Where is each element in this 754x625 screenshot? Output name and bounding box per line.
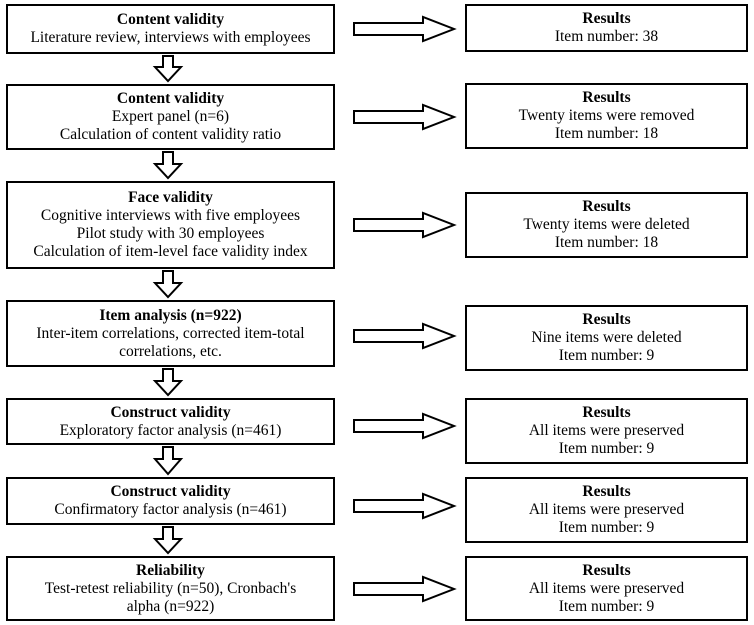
result-box-7-title: Results xyxy=(582,561,631,579)
step-box-4-title: Item analysis (n=922) xyxy=(99,306,242,324)
result-box-2-line: Item number: 18 xyxy=(554,125,659,142)
result-box-5-line: All items were preserved xyxy=(528,422,685,439)
result-box-5 xyxy=(465,398,748,464)
step-box-4-line: Inter-item correlations, corrected item-total xyxy=(36,324,305,342)
right-arrow-icon xyxy=(354,17,454,41)
result-box-6-line: Item number: 9 xyxy=(558,519,655,536)
step-box-5-title: Construct validity xyxy=(110,403,231,421)
right-arrow-icon xyxy=(354,324,454,348)
result-box-3-line: Twenty items were deleted xyxy=(523,216,690,233)
step-box-1-line: Literature review, interviews with employees xyxy=(30,29,311,46)
step-box-1 xyxy=(6,4,335,54)
step-box-7-line: Test-retest reliability (n=50), Cronbach's xyxy=(44,579,297,597)
result-box-3-title: Results xyxy=(582,198,631,215)
result-box-4 xyxy=(465,305,748,371)
step-box-6-line: Confirmatory factor analysis (n=461) xyxy=(54,501,287,518)
right-arrow-icon xyxy=(354,213,454,237)
down-arrow-icon xyxy=(155,152,181,178)
result-box-1-title: Results xyxy=(582,10,631,27)
result-box-4-title: Results xyxy=(582,311,631,328)
step-box-3-title: Face validity xyxy=(128,189,213,206)
step-box-2-line: Calculation of content validity ratio xyxy=(59,126,282,143)
step-box-3-line: Calculation of item-level face validity index xyxy=(33,243,308,260)
right-arrow-icon xyxy=(354,494,454,518)
result-box-5-line: Item number: 9 xyxy=(558,440,655,457)
result-box-3-line: Item number: 18 xyxy=(554,234,659,251)
step-box-7 xyxy=(6,556,335,621)
result-box-4-line: Nine items were deleted xyxy=(531,329,682,346)
result-box-6-title: Results xyxy=(582,483,631,500)
step-box-2-title: Content validity xyxy=(116,90,225,107)
step-box-4-line: correlations, etc. xyxy=(119,342,222,360)
step-box-7-title: Reliability xyxy=(136,561,205,579)
step-box-3 xyxy=(6,181,335,269)
result-box-5-title: Results xyxy=(582,404,631,421)
right-arrow-icon xyxy=(354,577,454,601)
step-box-7-line: alpha (n=922) xyxy=(126,597,215,615)
step-box-2 xyxy=(6,84,335,150)
result-box-6-line: All items were preserved xyxy=(528,501,685,518)
down-arrow-icon xyxy=(155,56,181,81)
step-box-6 xyxy=(6,477,335,525)
step-box-6-title: Construct validity xyxy=(110,483,231,500)
result-box-3 xyxy=(465,192,748,258)
result-box-4-line: Item number: 9 xyxy=(558,347,655,364)
result-box-1-line: Item number: 38 xyxy=(554,28,659,45)
result-box-6 xyxy=(465,477,748,543)
step-box-5 xyxy=(6,398,335,445)
result-box-2 xyxy=(465,83,748,149)
down-arrow-icon xyxy=(155,369,181,395)
step-box-3-line: Cognitive interviews with five employees xyxy=(40,207,301,224)
step-box-1-title: Content validity xyxy=(116,11,225,28)
step-box-4 xyxy=(6,300,335,367)
step-box-5-line: Exploratory factor analysis (n=461) xyxy=(59,421,282,439)
down-arrow-icon xyxy=(155,527,181,553)
down-arrow-icon xyxy=(155,271,181,297)
result-box-7-line: All items were preserved xyxy=(528,579,685,597)
step-box-2-line: Expert panel (n=6) xyxy=(111,108,230,125)
result-box-7-line: Item number: 9 xyxy=(558,597,655,615)
step-box-3-line: Pilot study with 30 employees xyxy=(76,225,265,242)
right-arrow-icon xyxy=(354,414,454,438)
result-box-1 xyxy=(465,4,748,52)
result-box-2-title: Results xyxy=(582,89,631,106)
result-box-2-line: Twenty items were removed xyxy=(518,107,695,124)
down-arrow-icon xyxy=(155,447,181,474)
result-box-7 xyxy=(465,556,748,621)
right-arrow-icon xyxy=(354,105,454,129)
